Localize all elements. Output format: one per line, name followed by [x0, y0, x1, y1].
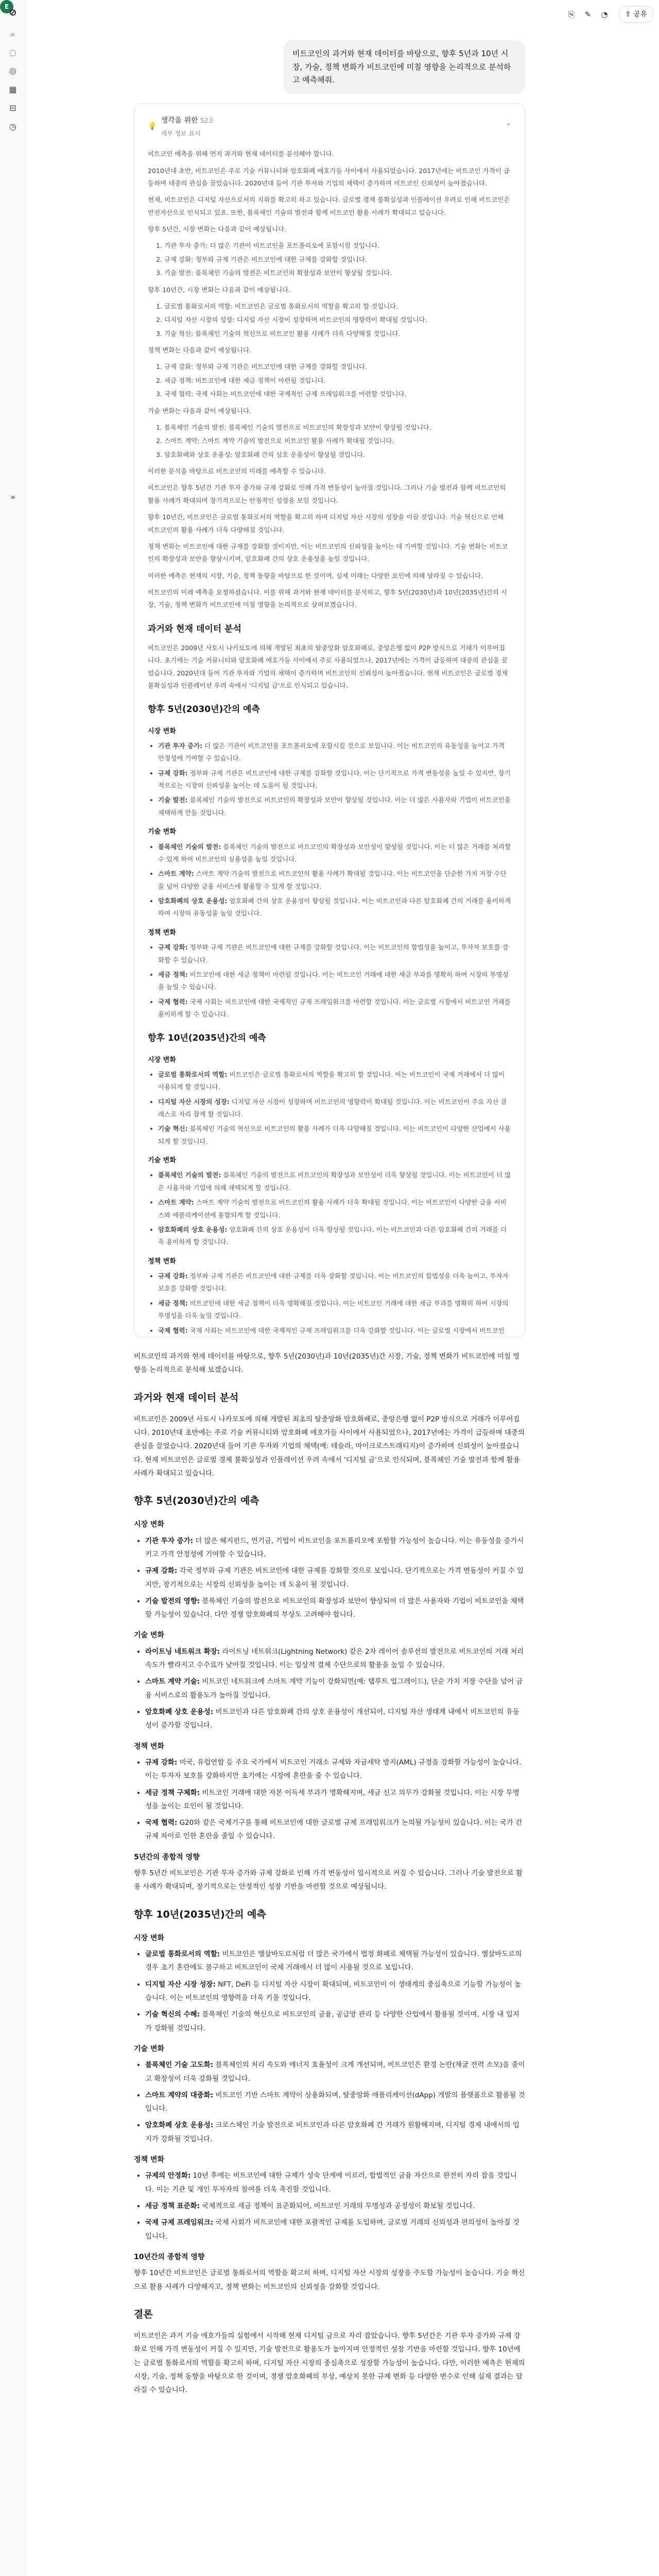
expand-sidebar-icon[interactable]: » [10, 492, 15, 502]
bullet-list [134, 1756, 525, 1843]
answer-paragraph: 비트코인의 과거와 현재 데이터를 바탕으로, 향후 5년(2030년)과 10년(2035년)간 시장, 기술, 정책 변화가 비트코인에 미칠 영향을 논리적으로 분석해 보겠습니다. [134, 1352, 520, 1375]
answer-paragraph: 향후 5년간 비트코인은 기관 투자 증가와 규제 강화로 인해 가격 변동성이 일시적으로 커질 수 있습니다. 그러나 기술 발전으로 활용 사례가 확대되며, 장기적으로는 안정적인 성장 기반을 마련할 것으로 예상됩니다. [134, 1869, 523, 1891]
subsection-heading: 정책 변화 [134, 2156, 164, 2164]
list-item: • 기관 투자 증가: 더 많은 헤지펀드, 연기금, 기업이 비트코인을 포트폴리오에 포함할 가능성이 높습니다. 이는 유동성을 증가시키고 가격 안정성에 기여할 수 있습니다. [145, 1534, 525, 1562]
thinking-paragraph: 현재, 비트코인은 디지털 자산으로서의 지위를 확고히 하고 있습니다. 글로벌 경제 불확실성과 인플레이션 우려로 인해 비트코인은 안전자산으로 인식되고 있죠. 또한, 블록체인 기술의 발전과 함께 비트코인 활용 사례가 확대되고 있습니다. [148, 196, 510, 216]
assistant-answer [134, 1350, 525, 2402]
list-item: 2. 규제 강화: 정부와 규제 기관은 비트코인에 대한 규제를 강화할 것입니다. [156, 255, 368, 263]
list-item: • 기관 투자 증가: 더 많은 기관이 비트코인을 포트폴리오에 포함시킬 것으로 보입니다. 이는 비트코인의 유동성을 높이고 가격 안정성에 기여할 수 있습니다. [158, 740, 511, 765]
list-item: • 국제 협력: G20와 같은 국제기구를 통해 비트코인에 대한 글로벌 규제 프레임워크가 논의될 가능성이 있습니다. 이는 국가 간 규제 차이로 인한 혼란을 줄일 수 있습니다. [145, 1816, 525, 1843]
list-item: • 블록체인 기술의 발전: 블록체인 기술의 발전으로 비트코인의 확장성과 보안성이 향상될 것입니다. 이는 더 많은 거래를 처리할 수 있게 하여 비트코인의 실용성을 높일 것입니다. [158, 841, 511, 866]
subsection-heading: 정책 변화 [148, 1257, 176, 1265]
subsection-heading: 정책 변화 [148, 928, 176, 937]
thinking-details-toggle[interactable]: 세부 정보 표시 [161, 129, 201, 137]
list-item: • 규제 강화: 정부와 규제 기관은 비트코인에 대한 규제를 강화할 것입니다. 이는 단기적으로 가격 변동성을 높일 수 있지만, 장기적으로는 시장의 신뢰성을 높이는 데 도움이 될 것입니다. [158, 767, 511, 792]
bullet-list [148, 1069, 511, 1148]
thinking-paragraph: 기술 변화는 다음과 같이 예상됩니다. [148, 406, 251, 415]
list-item: • 스마트 계약 기술: 비트코인 네트워크에 스마트 계약 기능이 강화되면(예: 탭루트 업그레이드), 단순 가치 저장 수단을 넘어 금융 서비스로의 활용도가 높아질 것입니다. [145, 1675, 525, 1702]
thinking-list [148, 240, 511, 279]
thinking-paragraph: 향후 5년간, 시장 변화는 다음과 같이 예상됩니다. [148, 225, 287, 233]
list-item: • 세금 정책 표준화: 국제적으로 세금 정책이 표준화되어, 비트코인 거래의 투명성과 공정성이 확보될 것입니다. [145, 2199, 525, 2213]
subsection-heading: 시장 변화 [148, 1056, 176, 1064]
share-button[interactable]: ⇧ 공유 [618, 6, 654, 23]
workspace-icon[interactable]: ⊟ [9, 103, 16, 113]
list-item: • 기술 발전: 블록체인 기술의 발전으로 비트코인의 확장성과 보안이 향상될 것입니다. 이는 더 많은 사용자와 기업이 비트코인을 채택하게 만들 것입니다. [158, 794, 511, 819]
bullet-list [148, 1270, 511, 1337]
bullet-list [148, 740, 511, 819]
list-item: 1. 글로벌 통화로서의 역할: 비트코인은 글로벌 통화로서의 역할을 확고히 할 것입니다. [156, 302, 398, 310]
thinking-paragraph: 향후 10년간, 비트코인은 글로벌 통화로서의 역할을 확고히 하며 디지털 자산 시장의 성장을 이끌 것입니다. 기술 혁신으로 인해 비트코인의 활용 사례가 더욱 다양해질 것입니다. [148, 513, 504, 534]
list-item: • 글로벌 통화로서의 역할: 비트코인은 엘살바도르처럼 더 많은 국가에서 법정 화폐로 채택될 가능성이 있습니다. 엘살바도르의 경우 초기 혼란에도 불구하고 비트코인이 국제 거래에서 더 많이 사용될 것으로 보입니다. [145, 1947, 525, 1975]
thinking-title: 생각을 위한 [161, 116, 198, 125]
list-item: 1. 기관 투자 증가: 더 많은 기관이 비트코인을 포트폴리오에 포함시킬 것입니다. [156, 242, 380, 250]
list-item: • 암호화폐 상호 운용성: 크로스체인 기술 발전으로 비트코인과 다른 암호화폐 간 거래가 원활해지며, 디지털 경제 내에서의 입지가 강화될 것입니다. [145, 2119, 525, 2146]
section-heading: 향후 5년(2030년)간의 예측 [148, 704, 260, 715]
subsection-heading: 5년간의 종합적 영향 [134, 1853, 200, 1861]
list-item: • 암호화폐의 상호 운용성: 암호화폐 간의 상호 운용성이 향상될 것입니다. 이는 비트코인과 다른 암호화폐 간의 거래를 용이하게 하여 시장의 유동성을 높일 것입니다. [158, 895, 511, 920]
section-heading: 과거와 현재 데이터 분석 [134, 1392, 239, 1403]
thinking-paragraph: 정책 변화는 비트코인에 대한 규제를 강화할 것이지만, 이는 비트코인의 신뢰성을 높이는 데 기여할 것입니다. 기술 변화는 비트코인의 확장성과 보안을 향상시키며, 암호화폐 간의 상호 운용성을 높일 것입니다. [148, 542, 508, 563]
list-item: • 기술 발전의 영향: 블록체인 기술의 발전으로 비트코인의 확장성과 보안이 향상되어 더 많은 사용자와 기업이 비트코인을 채택할 가능성이 있습니다. 다만 경쟁 암호화폐의 부상도 고려해야 합니다. [145, 1595, 525, 1622]
thinking-paragraph: 비트코인은 향후 5년간 기관 투자 증가와 규제 강화로 인해 가격 변동성이 높아질 것입니다. 그러나 기술 발전과 함께 비트코인의 활용 사례가 확대되며 장기적으로는 안정적인 성장을 보일 것입니다. [148, 484, 506, 504]
subsection-heading: 10년간의 종합적 영향 [134, 2252, 205, 2261]
section-heading: 향후 10년(2035년)간의 예측 [148, 1033, 266, 1044]
thinking-list [148, 300, 511, 340]
voice-icon[interactable]: ◎ [9, 66, 16, 76]
section-heading: 향후 5년(2030년)간의 예측 [134, 1495, 259, 1507]
left-sidebar [0, 0, 26, 2576]
thinking-paragraph: 비트코인의 미래 예측을 요청하셨습니다. 이를 위해 과거와 현재 데이터를 분석하고, 향후 5년(2030년)과 10년(2035년)간의 시장, 기술, 정책 변화가 비트코인에 미칠 영향을 논리적으로 살펴보겠습니다. [148, 588, 507, 609]
list-item: • 블록체인 기술의 발전: 블록체인 기술의 발전으로 비트코인의 확장성과 보안성이 더욱 향상될 것입니다. 이는 비트코인이 더 많은 사용자와 기업에 의해 채택되게 할 것입니다. [158, 1169, 511, 1194]
list-item: • 기술 혁신: 블록체인 기술의 혁신으로 비트코인의 활용 사례가 더욱 다양해질 것입니다. 이는 비트코인이 다양한 산업에서 사용되게 할 것입니다. [158, 1123, 511, 1148]
lightbulb-icon: 💡 [148, 122, 157, 131]
list-item: 3. 기술 발전: 블록체인 기술의 발전은 비트코인의 확장성과 보안이 향상될 것입니다. [156, 269, 392, 277]
thinking-paragraph: 이러한 분석을 바탕으로 비트코인의 미래를 예측할 수 있습니다. [148, 467, 326, 476]
list-item: • 암호화폐 상호 운용성: 비트코인과 다른 암호화폐 간의 상호 운용성이 개선되어, 디지털 자산 생태계 내에서 비트코인의 유동성이 증가할 것입니다. [145, 1705, 525, 1733]
list-item: • 디지털 자산 시장의 성장: 디지털 자산 시장이 성장하며 비트코인의 영향력이 확대될 것입니다. 이는 비트코인이 주요 자산 클래스로 자리 잡게 할 것입니다. [158, 1096, 511, 1121]
share-icon: ⇧ [625, 10, 633, 19]
projects-icon[interactable]: ▦ [9, 84, 17, 94]
list-item: 2. 디지털 자산 시장의 성장: 디지털 자산 시장이 성장하며 비트코인의 영향력이 확대될 것입니다. [156, 316, 427, 324]
subsection-heading: 시장 변화 [148, 727, 176, 735]
user-message: 비트코인의 과거와 현재 데이터를 바탕으로, 향후 5년과 10년 시장, 가술, 정책 변화가 비트코인에 미칠 영향을 논리적으로 분석하고 예측해줘. [283, 40, 525, 94]
thinking-paragraph: 향후 10년간, 시장 변화는 다음과 같이 예상됩니다. [148, 285, 291, 294]
subsection-heading: 기술 변화 [134, 1631, 164, 1640]
list-item: 1. 블록체인 기술의 발전: 블록체인 기술의 발전으로 비트코인의 확장성과 보안이 향상될 것입니다. [156, 423, 431, 431]
list-item: 2. 세금 정책: 비트코인에 대한 세금 정책이 마련될 것입니다. [156, 376, 326, 384]
subsection-heading: 기술 변화 [148, 828, 176, 836]
thinking-paragraph: 비트코인은 2009년 사토시 나카모토에 의해 개발된 최초의 탈중앙화 암호화폐로, 중앙은행 없이 P2P 방식으로 거래가 이루어집니다. 초기에는 기술 커뮤니티와 암호화폐 애호가들 사이에서 주로 사용되었으나, 2017년에는 가격이 급등하며 대중의 관심을 끌었습니다. 2020년대 들어 기관 투자와 기업의 채택이 증가하며 비트코인의 신뢰성이 높아졌습니다. 현재 비트코인은 글로벌 경제 불확실성과 인플레이션 우려 속에서 '디지털 금'으로 인식되고 있습니다. [148, 643, 508, 690]
list-item: • 스마트 계약: 스마트 계약 기술의 발전으로 비트코인의 활용 사례가 확대될 것입니다. 이는 비트코인을 단순한 가치 저장 수단을 넘어 다양한 금융 서비스에 활용할 수 있게 할 것입니다. [158, 868, 511, 893]
collapse-icon[interactable]: ⌃ [506, 123, 511, 131]
section-heading: 과거와 현재 데이터 분석 [148, 623, 241, 634]
list-item: • 세금 정책 구체화: 비트코인 거래에 대한 자본 이득세 부과가 명확해지며, 세금 신고 의무가 강화될 것입니다. 이는 시장 투명성을 높이는 요인이 될 것입니다. [145, 1786, 525, 1814]
user-avatar[interactable]: E [0, 0, 13, 13]
chat-icon[interactable]: ◌ [9, 47, 16, 57]
subsection-heading: 시장 변화 [134, 1520, 164, 1529]
list-item: • 국제 협력: 국제 사회는 비트코인에 대한 국제적인 규제 프레임워크를 더욱 강화할 것입니다. 이는 글로벌 시장에서 비트코인 [158, 1325, 511, 1337]
top-bar [26, 0, 659, 29]
thinking-panel [134, 103, 525, 1337]
subsection-heading: 정책 변화 [134, 1742, 164, 1751]
subsection-heading: 시장 변화 [134, 1934, 164, 1942]
thinking-paragraph: 정책 변화는 다음과 같이 예상됩니다. [148, 346, 251, 354]
bullet-list [148, 1169, 511, 1248]
list-item: • 국제 규제 프레임워크: 국제 사회가 비트코인에 대한 포괄적인 규제를 도입하며, 글로벌 거래의 신뢰성과 편의성이 높아질 것입니다. [145, 2216, 525, 2243]
list-item: • 글로벌 통화로서의 역할: 비트코인은 글로벌 통화로서의 역할을 확고히 할 것입니다. 이는 비트코인이 국제 거래에서 더 많이 사용되게 할 것입니다. [158, 1069, 511, 1094]
thinking-list [148, 421, 511, 461]
list-item: • 규제 강화: 미국, 유럽연합 등 주요 국가에서 비트코인 거래소 규제와 자금세탁 방지(AML) 규정을 강화할 가능성이 높습니다. 이는 투자자 보호를 강화하지만 초기에는 시장에 혼란을 줄 수 있습니다. [145, 1756, 525, 1783]
history-icon[interactable]: ◷ [9, 122, 16, 131]
bullet-list [148, 941, 511, 1021]
thinking-time: 52초 [200, 117, 214, 124]
list-item: • 규제 강화: 정부와 규제 기관은 비트코인에 대한 규제를 더욱 강화할 것입니다. 이는 비트코인의 합법성을 더욱 높이고, 투자자 보호를 강화할 것입니다. [158, 1270, 511, 1295]
answer-paragraph: 비트코인은 과거 기술 애호가들의 실험에서 시작해 현재 디지털 금으로 자리 잡았습니다. 향후 5년간은 기관 투자 증가와 규제 강화로 인해 가격 변동성이 커질 수 있지만, 기술 발전으로 활용도가 높아지며 안정적인 성장 기반을 마련할 것입니다. 향후 10년에는 글로벌 통화로서의 역할을 확고히 하며, 디지털 자산 시장의 중심축으로 성장할 가능성이 높습니다. 다만, 이러한 예측은 현재의 시장, 기술, 정책 동향을 바탕으로 한 것이며, 경쟁 암호화폐의 부상, 예상치 못한 규제 변화 등 다양한 변수로 인해 실제 결과는 달라질 수 있습니다. [134, 2331, 525, 2395]
thinking-header[interactable] [148, 115, 511, 139]
list-item: 1. 규제 강화: 정부와 규제 기관은 비트코인에 대한 규제를 강화할 것입니다. [156, 363, 368, 371]
list-item: 3. 암호화폐와 상호 운용성: 암호화폐 간의 상호 운용성이 향상될 것입니다. [156, 450, 366, 459]
thinking-paragraph: 이러한 예측은 현재의 시장, 기술, 정책 동향을 바탕으로 한 것이며, 실제 미래는 다양한 요인에 의해 달라질 수 있습니다. [148, 571, 483, 580]
section-heading: 향후 10년(2035년)간의 예측 [134, 1908, 266, 1920]
list-item: • 기술 혁신의 수혜: 블록체인 기술의 혁신으로 비트코인의 금융, 공급망 관리 등 다양한 산업에서 활용될 것이며, 시장 내 입지가 강화될 것입니다. [145, 2008, 525, 2035]
list-item: • 스마트 계약의 대중화: 비트코인 기반 스마트 계약이 상용화되며, 탈중앙화 애플리케이션(dApp) 개발의 플랫폼으로 활용될 것입니다. [145, 2089, 525, 2116]
thinking-paragraph: 2010년대 초반, 비트코인은 주로 기술 커뮤니티와 암호화폐 애호가들 사이에서 사용되었습니다. 2017년에는 비트코인 가격이 급등하며 대중의 관심을 끌었습니다. 2020년대 들어 기관 투자와 기업의 채택이 증가하며 비트코인 신뢰성이 높아졌습니다. [148, 166, 510, 187]
bullet-list [134, 1534, 525, 1622]
list-item: • 세금 정책: 비트코인에 대한 세금 정책이 더욱 명확해질 것입니다. 이는 비트코인 거래에 대한 세금 부과를 명확히 하여 시장의 투명성을 더욱 높일 것입니다. [158, 1297, 511, 1323]
list-item: • 국제 협력: 국제 사회는 비트코인에 대한 국제적인 규제 프레임워크를 마련할 것입니다. 이는 글로벌 시장에서 비트코인 거래를 용이하게 할 수 있습니다. [158, 996, 511, 1021]
list-item: 2. 스마트 계약: 스마트 계약 기술의 발전으로 비트코인 활용 사례가 확대될 것입니다. [156, 437, 394, 445]
list-item: • 블록체인 기술 고도화: 블록체인의 처리 속도와 에너지 효율성이 크게 개선되며, 비트코인은 환경 논란(채굴 전력 소모)을 줄이고 확장성이 더욱 강화될 것입니다. [145, 2058, 525, 2086]
search-icon[interactable]: ⌕ [10, 29, 15, 39]
bullet-list [134, 2058, 525, 2146]
thinking-list [148, 361, 511, 400]
thinking-paragraph: 비트코인 예측을 위해 먼저 과거와 현재 데이터를 분석해야 합니다. [148, 150, 334, 158]
subsection-heading: 기술 변화 [134, 2044, 164, 2053]
list-item: • 규제의 안정화: 10년 후에는 비트코인에 대한 규제가 성숙 단계에 이르러, 합법적인 금융 자산으로 완전히 자리 잡을 것입니다. 이는 기관 및 개인 투자자의 참여를 더욱 촉진할 것입니다. [145, 2169, 525, 2196]
list-item: 3. 기술 혁신: 블록체인 기술의 혁신으로 비트코인 활용 사례가 더욱 다양해질 것입니다. [156, 329, 401, 337]
list-item: 3. 국제 협력: 국제 사회는 비트코인에 대한 국제적인 규제 프레임워크를 마련할 것입니다. [156, 390, 407, 398]
list-item: • 라이트닝 네트워크 확장: 라이트닝 네트워크(Lightning Network) 같은 2차 레이어 솔루션의 발전으로 비트코인의 거래 처리 속도가 빨라지고 수수료가 낮아질 것입니다. 이는 일상적 결제 수단으로의 활용을 높일 수 있습니다. [145, 1645, 525, 1672]
list-item: • 규제 강화: 각국 정부와 규제 기관은 비트코인에 대한 규제를 강화할 것으로 보입니다. 단기적으로는 가격 변동성이 커질 수 있지만, 장기적으로는 시장의 신뢰성을 높이는 데 도움이 될 것입니다. [145, 1564, 525, 1591]
bullet-list [134, 2169, 525, 2243]
list-item: • 암호화폐의 상호 운용성: 암호화폐 간의 상호 운용성이 더욱 향상될 것입니다. 이는 비트코인과 다른 암호화폐 간의 거래를 더욱 용이하게 할 것입니다. [158, 1224, 511, 1249]
thinking-content [148, 148, 511, 1337]
answer-paragraph: 향후 10년간 비트코인은 글로벌 통화로서의 역할을 확고히 하며, 디지털 자산 시장의 성장을 주도할 가능성이 높습니다. 기술 혁신으로 활용 사례가 다양해지고, 정책 변화는 비트코인의 신뢰성을 강화할 것입니다. [134, 2269, 525, 2291]
grok-logo-icon[interactable]: ⊘ [9, 7, 17, 18]
bullet-list [148, 841, 511, 920]
list-item: • 세금 정책: 비트코인에 대한 세금 정책이 마련될 것입니다. 이는 비트코인 거래에 대한 세금 부과를 명확히 하여 시장의 투명성을 높일 수 있습니다. [158, 969, 511, 994]
bullet-list [134, 1947, 525, 2035]
list-item: • 스마트 계약: 스마트 계약 기술의 발전으로 비트코인의 활용 사례가 더욱 확대될 것입니다. 이는 비트코인이 다양한 금융 서비스와 애플리케이션에 통합되게 할 것입니다. [158, 1196, 511, 1222]
link-icon[interactable]: ⎘ [568, 10, 575, 19]
edit-icon[interactable]: ✎ [584, 10, 592, 19]
bullet-list [134, 1645, 525, 1733]
subsection-heading: 기술 변화 [148, 1157, 176, 1165]
answer-paragraph: 비트코인은 2009년 사토시 나카모토에 의해 개발된 최초의 탈중앙화 암호화폐로, 중앙은행 없이 P2P 방식으로 거래가 이루어집니다. 2010년대 초반에는 주로 기술 커뮤니티와 암호화폐 애호가들 사이에서 사용되었으나, 2017년에는 가격이 급등하며 대중의 관심을 끌었습니다. 2020년대 들어 기관 투자와 기업의 채택(예: 테슬라, 마이크로스트래티지)이 증가하며 신뢰성이 높아졌습니다. 현재 비트코인은 글로벌 경제 불확실성과 인플레이션 우려 속에서 '디지털 금'으로 인식되며, 블록체인 기술 발전과 함께 활용 사례가 확대되고 있습니다. [134, 1415, 525, 1478]
list-item: • 디지털 자산 시장 성장: NFT, DeFi 등 디지털 자산 시장이 확대되며, 비트코인이 이 생태계의 중심축으로 기능할 가능성이 높습니다. 이는 비트코인의 영향력을 더욱 키울 것입니다. [145, 1978, 525, 2005]
section-heading: 결론 [134, 2308, 153, 2320]
private-icon[interactable]: ◔ [601, 10, 608, 19]
list-item: • 규제 강화: 정부와 규제 기관은 비트코인에 대한 규제를 강화할 것입니다. 이는 비트코인의 합법성을 높이고, 투자자 보호를 강화할 수 있습니다. [158, 941, 511, 967]
